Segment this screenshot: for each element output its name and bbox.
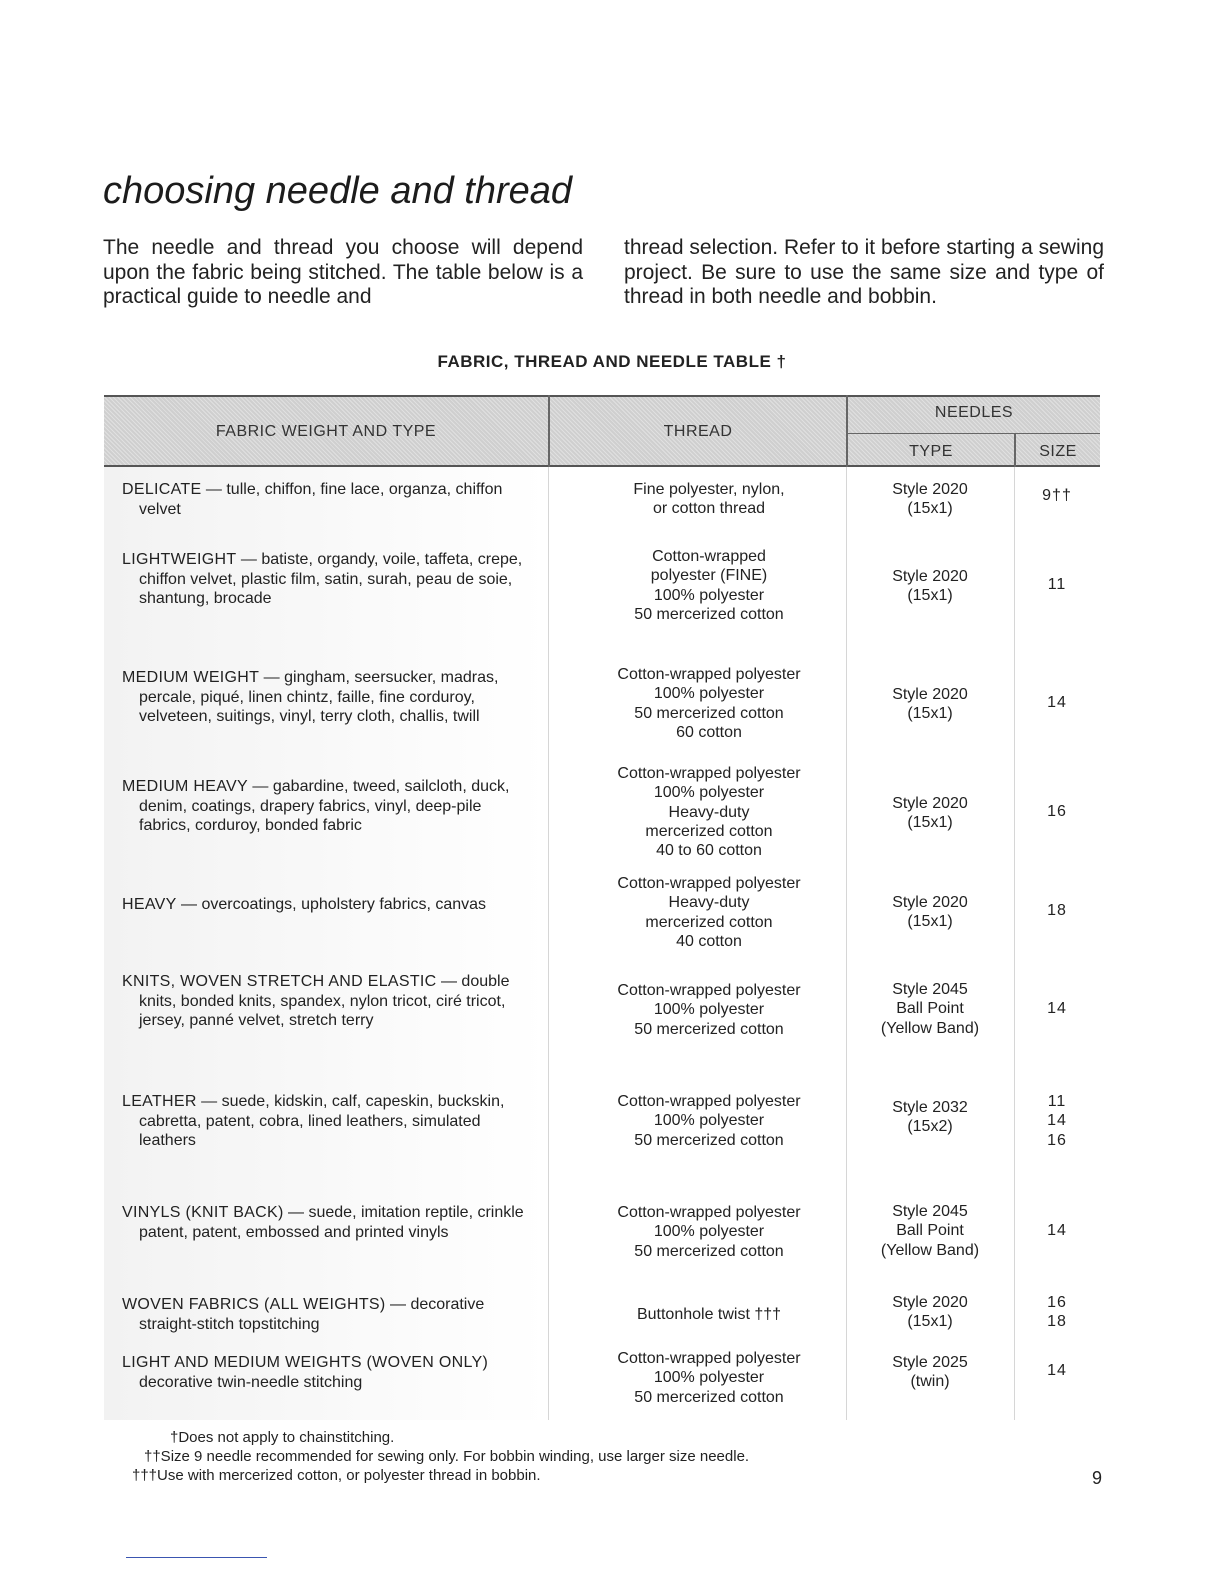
needle-type-line: (15x1)	[907, 705, 953, 723]
needle-type-line: (15x1)	[907, 913, 953, 931]
thread-line: Heavy-duty	[668, 894, 750, 912]
needle-type-cell	[848, 893, 1012, 932]
needle-size-cell	[1014, 1221, 1100, 1240]
needle-size-line: 14	[1047, 694, 1067, 711]
needle-size-line: 16	[1047, 803, 1067, 820]
needle-type-cell	[848, 1353, 1012, 1392]
thread-line: Cotton-wrapped polyester	[617, 1204, 801, 1221]
needle-size-cell	[1014, 1293, 1100, 1332]
column-divider	[1014, 467, 1015, 1420]
needle-type-cell	[848, 980, 1012, 1038]
needle-type-cell	[848, 1293, 1012, 1332]
thread-cell	[554, 981, 864, 1039]
footnote: ††Size 9 needle recommended for sewing only. For bobbin winding, use larger size needle.	[144, 1448, 750, 1465]
thread-line: 100% polyester	[653, 1112, 765, 1130]
fabric-name: KNITS, WOVEN STRETCH AND ELASTIC	[122, 973, 437, 990]
thread-line: 100% polyester	[653, 685, 765, 703]
needle-type-line: Style 2020	[892, 568, 968, 585]
header-type: TYPE	[909, 443, 953, 460]
needle-type-line: (15x1)	[907, 1313, 953, 1331]
page-number: 9	[1092, 1468, 1103, 1488]
fabric-cell	[122, 668, 529, 727]
needle-type-line: Style 2032	[892, 1099, 968, 1116]
needle-type-line: (15x2)	[907, 1118, 953, 1136]
fabric-desc: — suede, kidskin, calf, capeskin, buckskin, cabretta, patent, cobra, lined leathers, simulated leathers	[139, 1093, 505, 1149]
thread-cell	[554, 1092, 864, 1150]
needle-size-cell	[1014, 575, 1100, 594]
fabric-desc: decorative twin-needle stitching	[139, 1373, 363, 1391]
fabric-cell	[122, 1203, 529, 1242]
needle-type-line: (twin)	[910, 1373, 950, 1391]
fabric-cell	[122, 1295, 529, 1334]
fabric-name: LEATHER	[122, 1093, 197, 1110]
thread-line: or cotton thread	[652, 500, 766, 518]
needle-size-cell	[1014, 802, 1100, 821]
needle-type-line: Style 2045	[892, 1203, 968, 1220]
needle-type-cell	[848, 685, 1012, 724]
fabric-cell	[122, 895, 529, 915]
needle-type-line: (15x1)	[907, 587, 953, 605]
needle-type-line: (15x1)	[907, 500, 953, 518]
fabric-name: LIGHTWEIGHT	[122, 551, 237, 568]
thread-line: Fine polyester, nylon,	[633, 481, 785, 498]
thread-line: Cotton-wrapped polyester	[617, 765, 801, 782]
footnote: †††Use with mercerized cotton, or polyester thread in bobbin.	[132, 1467, 541, 1484]
needle-size-line: 16	[1047, 1131, 1067, 1149]
header-needles: NEEDLES	[934, 404, 1014, 421]
thread-line: 40 cotton	[676, 932, 742, 950]
needle-type-line: Style 2020	[892, 1294, 968, 1311]
needle-size-line: 14	[1047, 1112, 1067, 1130]
needle-size-line: 11	[1047, 576, 1067, 593]
needle-size-line: 11	[1047, 1093, 1067, 1110]
fabric-cell	[122, 550, 529, 609]
fabric-desc: — overcoatings, upholstery fabrics, canvas	[176, 896, 487, 913]
thread-line: polyester (FINE)	[650, 567, 768, 585]
thread-cell	[554, 665, 864, 742]
thread-cell	[554, 764, 864, 860]
thread-line: Cotton-wrapped polyester	[617, 982, 801, 999]
needle-type-line: Style 2020	[892, 795, 968, 812]
needle-type-line: (15x1)	[907, 814, 953, 832]
fabric-desc: — gingham, seersucker, madras, percale, piqué, linen chintz, faille, fine corduroy, velveteen, suitings, vinyl, terry cloth, challis, twill	[139, 669, 499, 725]
needle-type-line: Style 2020	[892, 894, 968, 911]
table-heading: FABRIC, THREAD AND NEEDLE TABLE †	[437, 352, 787, 371]
intro-paragraph-left: The needle and thread you choose will depend upon the fabric being stitched. The table below is a practical guide to needle and	[103, 236, 583, 308]
needle-type-cell	[848, 567, 1012, 606]
fabric-name: LIGHT AND MEDIUM WEIGHTS (WOVEN ONLY)	[122, 1354, 489, 1371]
needle-size-line: 18	[1047, 1313, 1067, 1331]
needle-size-line: 14	[1047, 1000, 1067, 1017]
thread-cell	[554, 1203, 864, 1261]
thread-line: 50 mercerized cotton	[634, 1388, 784, 1406]
header-size: SIZE	[1039, 443, 1077, 460]
thread-cell	[554, 480, 864, 519]
thread-line: 100% polyester	[653, 1369, 765, 1387]
needle-type-line: (Yellow Band)	[880, 1241, 980, 1259]
thread-line: 100% polyester	[653, 586, 765, 604]
needle-type-line: Style 2020	[892, 686, 968, 703]
fabric-desc: — batiste, organdy, voile, taffeta, crepe, chiffon velvet, plastic film, satin, surah, peau de soie, shantung, brocade	[139, 551, 523, 607]
thread-cell	[554, 1349, 864, 1407]
thread-cell	[554, 547, 864, 624]
fabric-desc: — suede, imitation reptile, crinkle patent, patent, embossed and printed vinyls	[139, 1204, 524, 1241]
thread-line: 50 mercerized cotton	[634, 605, 784, 623]
thread-line: Cotton-wrapped	[652, 548, 766, 565]
needle-type-cell	[848, 1098, 1012, 1137]
fabric-name: VINYLS (KNIT BACK)	[122, 1204, 284, 1221]
needle-size-line: 9††	[1042, 487, 1072, 504]
fabric-cell	[122, 777, 529, 836]
fabric-name: MEDIUM WEIGHT	[122, 669, 260, 686]
needle-size-line: 14	[1047, 1362, 1067, 1379]
fabric-name: MEDIUM HEAVY	[122, 778, 248, 795]
needle-type-line: Ball Point	[896, 1000, 964, 1018]
thread-cell	[554, 1305, 864, 1324]
thread-line: 50 mercerized cotton	[634, 1131, 784, 1149]
thread-line: 40 to 60 cotton	[656, 842, 762, 860]
fabric-desc: — double knits, bonded knits, spandex, nylon tricot, ciré tricot, jersey, panné velvet, stretch terry	[139, 973, 510, 1029]
fabric-cell	[122, 972, 529, 1031]
thread-line: Cotton-wrapped polyester	[617, 875, 801, 892]
needle-size-line: 16	[1047, 1294, 1067, 1311]
footnotes	[132, 1428, 1032, 1485]
needle-size-cell	[1014, 693, 1100, 712]
thread-line: Heavy-duty	[668, 803, 750, 821]
fabric-name: HEAVY	[122, 896, 177, 913]
needle-size-cell	[1014, 999, 1100, 1018]
needle-size-cell	[1014, 1361, 1100, 1380]
thread-line: 50 mercerized cotton	[634, 1242, 784, 1260]
header-thread: THREAD	[663, 423, 733, 440]
needle-type-line: Ball Point	[896, 1222, 964, 1240]
needle-type-line: Style 2025	[892, 1354, 968, 1371]
thread-line: Buttonhole twist †††	[636, 1306, 782, 1323]
fabric-name: WOVEN FABRICS (ALL WEIGHTS)	[122, 1296, 386, 1313]
thread-line: 50 mercerized cotton	[634, 704, 784, 722]
needle-type-line: Style 2045	[892, 981, 968, 998]
fabric-column-shading	[104, 467, 548, 1420]
thread-line: mercerized cotton	[645, 913, 773, 931]
needle-size-cell	[1014, 486, 1100, 505]
fabric-desc: — gabardine, tweed, sailcloth, duck, denim, coatings, drapery fabrics, vinyl, deep-pile fabrics, corduroy, bonded fabric	[139, 778, 510, 834]
thread-line: 50 mercerized cotton	[634, 1020, 784, 1038]
header-fabric: FABRIC WEIGHT AND TYPE	[215, 423, 437, 440]
needle-size-cell	[1014, 901, 1100, 920]
header-divider	[848, 433, 1100, 434]
thread-line: Cotton-wrapped polyester	[617, 1093, 801, 1110]
needle-size-cell	[1014, 1092, 1100, 1150]
needle-type-cell	[848, 1202, 1012, 1260]
thread-line: Cotton-wrapped polyester	[617, 1350, 801, 1367]
fabric-cell	[122, 480, 529, 519]
needle-size-line: 14	[1047, 1222, 1067, 1239]
needle-type-cell	[848, 480, 1012, 519]
fabric-cell	[122, 1353, 512, 1392]
needle-type-line: (Yellow Band)	[880, 1019, 980, 1037]
fabric-desc: — tulle, chiffon, fine lace, organza, chiffon velvet	[139, 481, 503, 518]
fabric-name: DELICATE	[122, 481, 202, 498]
thread-line: Cotton-wrapped polyester	[617, 666, 801, 683]
needle-type-line: Style 2020	[892, 481, 968, 498]
bottom-rule	[126, 1557, 267, 1558]
fabric-desc: — decorative straight-stitch topstitching	[139, 1296, 485, 1333]
thread-line: 100% polyester	[653, 784, 765, 802]
needle-type-cell	[848, 794, 1012, 833]
needle-size-line: 18	[1047, 902, 1067, 919]
thread-line: 60 cotton	[676, 723, 742, 741]
thread-line: mercerized cotton	[645, 822, 773, 840]
thread-cell	[554, 874, 864, 951]
fabric-cell	[122, 1092, 529, 1151]
thread-line: 100% polyester	[653, 1223, 765, 1241]
footnote: †Does not apply to chainstitching.	[170, 1429, 395, 1446]
intro-paragraph-right: thread selection. Refer to it before starting a sewing project. Be sure to use the same size and type of thread in both needle and bobbin.	[624, 236, 1104, 308]
thread-line: 100% polyester	[653, 1001, 765, 1019]
fabric-thread-needle-table	[104, 395, 1100, 1420]
page-title: choosing needle and thread	[103, 170, 573, 212]
column-divider	[548, 467, 549, 1420]
